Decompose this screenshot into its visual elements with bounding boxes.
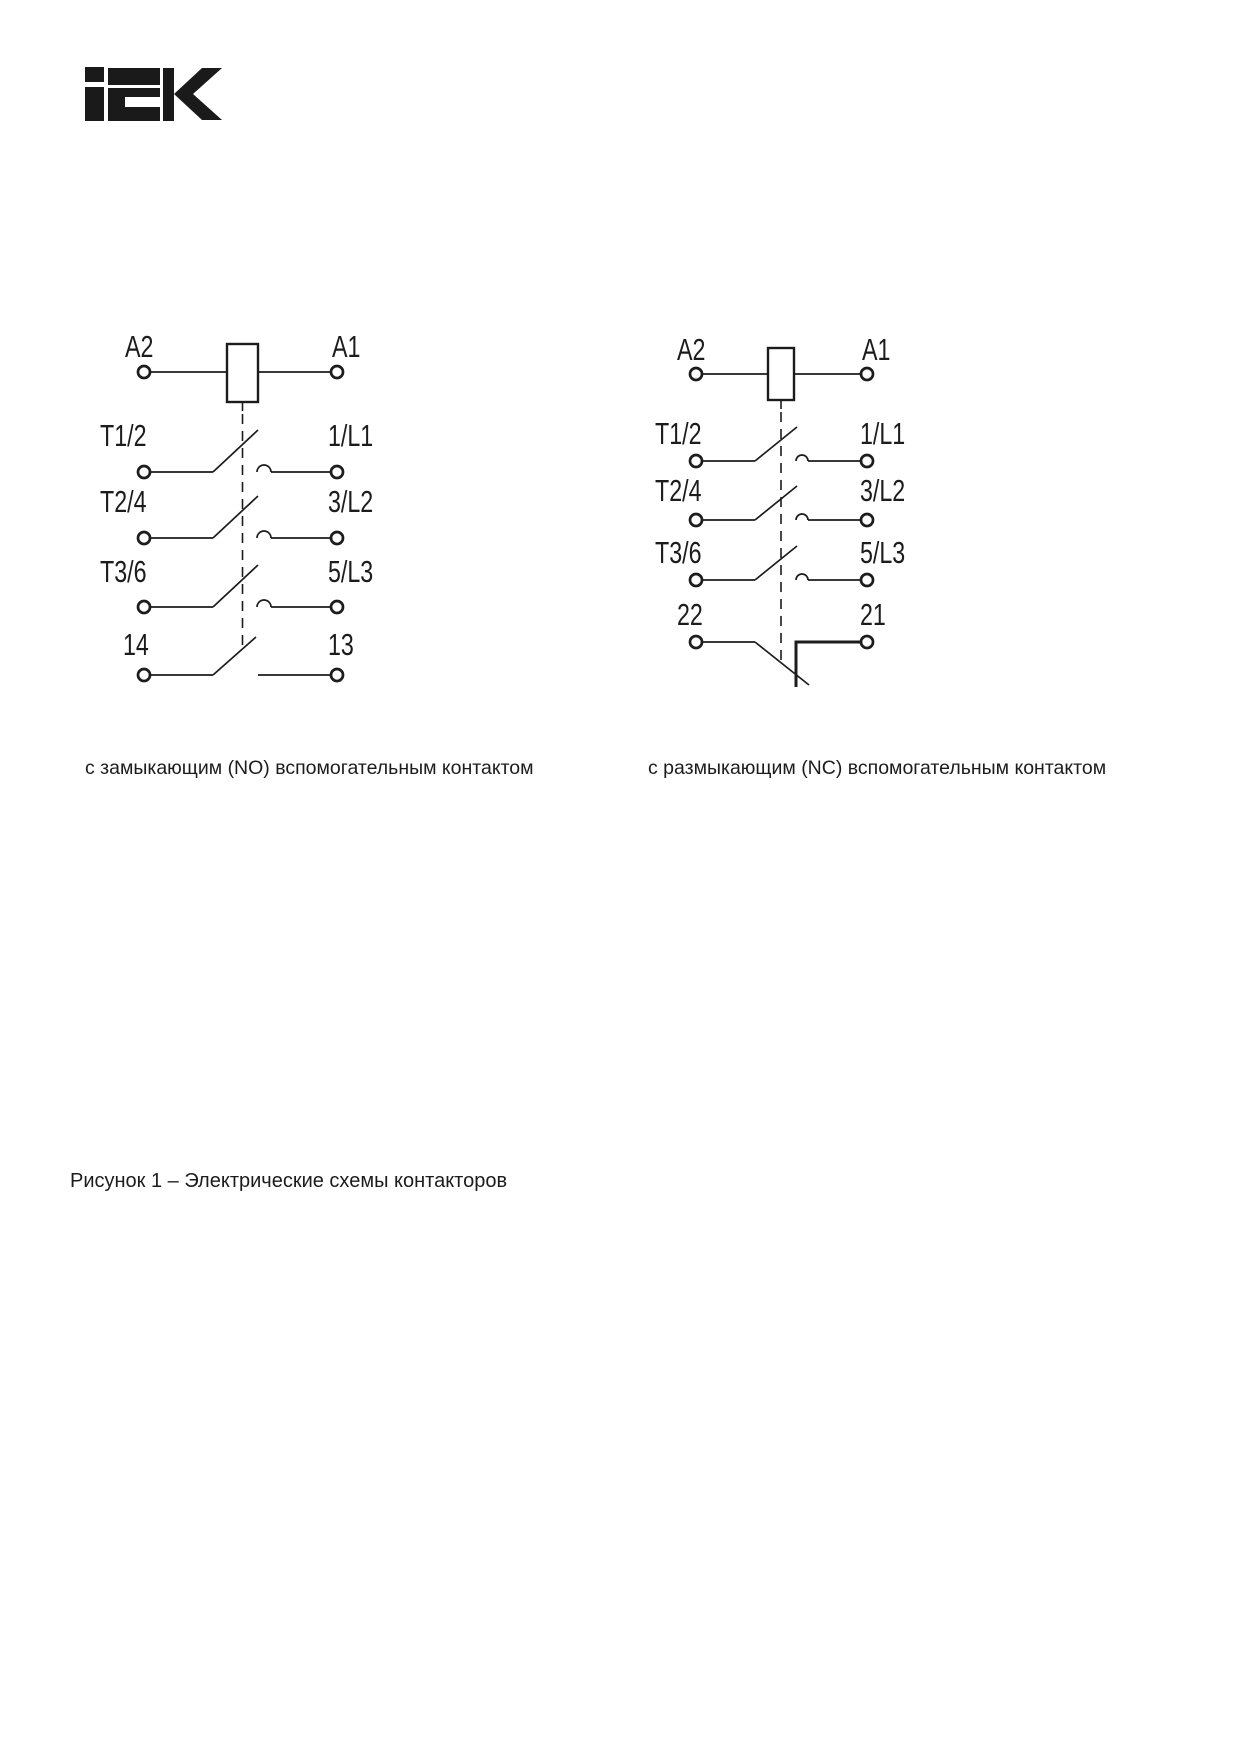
terminal-5l3	[861, 574, 873, 586]
label-5l3: 5/L3	[328, 553, 374, 589]
label-1l1: 1/L1	[328, 417, 374, 453]
terminal-t36	[138, 601, 150, 613]
label-3l2: 3/L2	[860, 472, 906, 508]
terminal-t24	[138, 532, 150, 544]
left-diagram	[100, 329, 373, 681]
label-14: 14	[123, 626, 149, 662]
aux-blade	[213, 637, 256, 675]
label-t24: T2/4	[100, 483, 147, 519]
pole3-blade	[755, 546, 797, 580]
pole1-fixed-contact-arc	[796, 455, 808, 461]
terminal-1l1	[861, 455, 873, 467]
terminal-14	[138, 669, 150, 681]
terminal-5l3	[331, 601, 343, 613]
terminal-3l2	[331, 532, 343, 544]
right-diagram	[655, 332, 905, 687]
pole3-contact	[138, 565, 343, 613]
label-5l3: 5/L3	[860, 534, 906, 570]
figure-caption: Рисунок 1 – Электрические схемы контакторов	[70, 1170, 508, 1192]
aux-nc-contact	[690, 636, 873, 687]
pole2-contact	[138, 496, 343, 544]
terminal-21	[861, 636, 873, 648]
pole3-fixed-contact-arc	[796, 574, 808, 580]
pole1-fixed-contact-arc	[257, 465, 271, 472]
terminal-t12	[690, 455, 702, 467]
label-t12: T1/2	[100, 417, 147, 453]
label-22: 22	[677, 596, 703, 632]
label-a1: A1	[332, 328, 361, 364]
terminal-a2	[138, 366, 150, 378]
coil-symbol	[768, 348, 794, 400]
terminal-13	[331, 669, 343, 681]
coil-symbol	[227, 344, 258, 402]
terminal-a1	[331, 366, 343, 378]
label-a1: A1	[862, 331, 891, 367]
terminal-t24	[690, 514, 702, 526]
terminal-1l1	[331, 466, 343, 478]
label-t36: T3/6	[100, 553, 147, 589]
aux-no-contact	[138, 637, 343, 681]
pole2-fixed-contact-arc	[796, 514, 808, 520]
label-t24: T2/4	[655, 472, 702, 508]
pole1-contact	[138, 430, 343, 478]
terminal-a1	[861, 368, 873, 380]
terminal-a2	[690, 368, 702, 380]
terminal-t12	[138, 466, 150, 478]
aux-fixed-contact-elbow	[796, 642, 860, 687]
terminal-22	[690, 636, 702, 648]
label-t12: T1/2	[655, 415, 702, 451]
label-3l2: 3/L2	[328, 483, 374, 519]
label-1l1: 1/L1	[860, 415, 906, 451]
terminal-3l2	[861, 514, 873, 526]
pole1-blade	[213, 430, 258, 472]
label-13: 13	[328, 626, 354, 662]
pole3-fixed-contact-arc	[257, 600, 271, 607]
aux-blade	[755, 642, 809, 685]
pole3-blade	[213, 565, 258, 607]
pole1-blade	[755, 427, 797, 461]
pole2-blade	[755, 486, 797, 520]
label-t36: T3/6	[655, 534, 702, 570]
right-diagram-caption: с размыкающим (NC) вспомогательным контактом	[648, 757, 1107, 779]
left-diagram-caption: с замыкающим (NO) вспомогательным контактом	[85, 757, 534, 779]
terminal-t36	[690, 574, 702, 586]
label-a2: A2	[677, 331, 706, 367]
label-a2: A2	[125, 328, 154, 364]
pole2-fixed-contact-arc	[257, 531, 271, 538]
pole2-blade	[213, 496, 258, 538]
label-21: 21	[860, 596, 886, 632]
